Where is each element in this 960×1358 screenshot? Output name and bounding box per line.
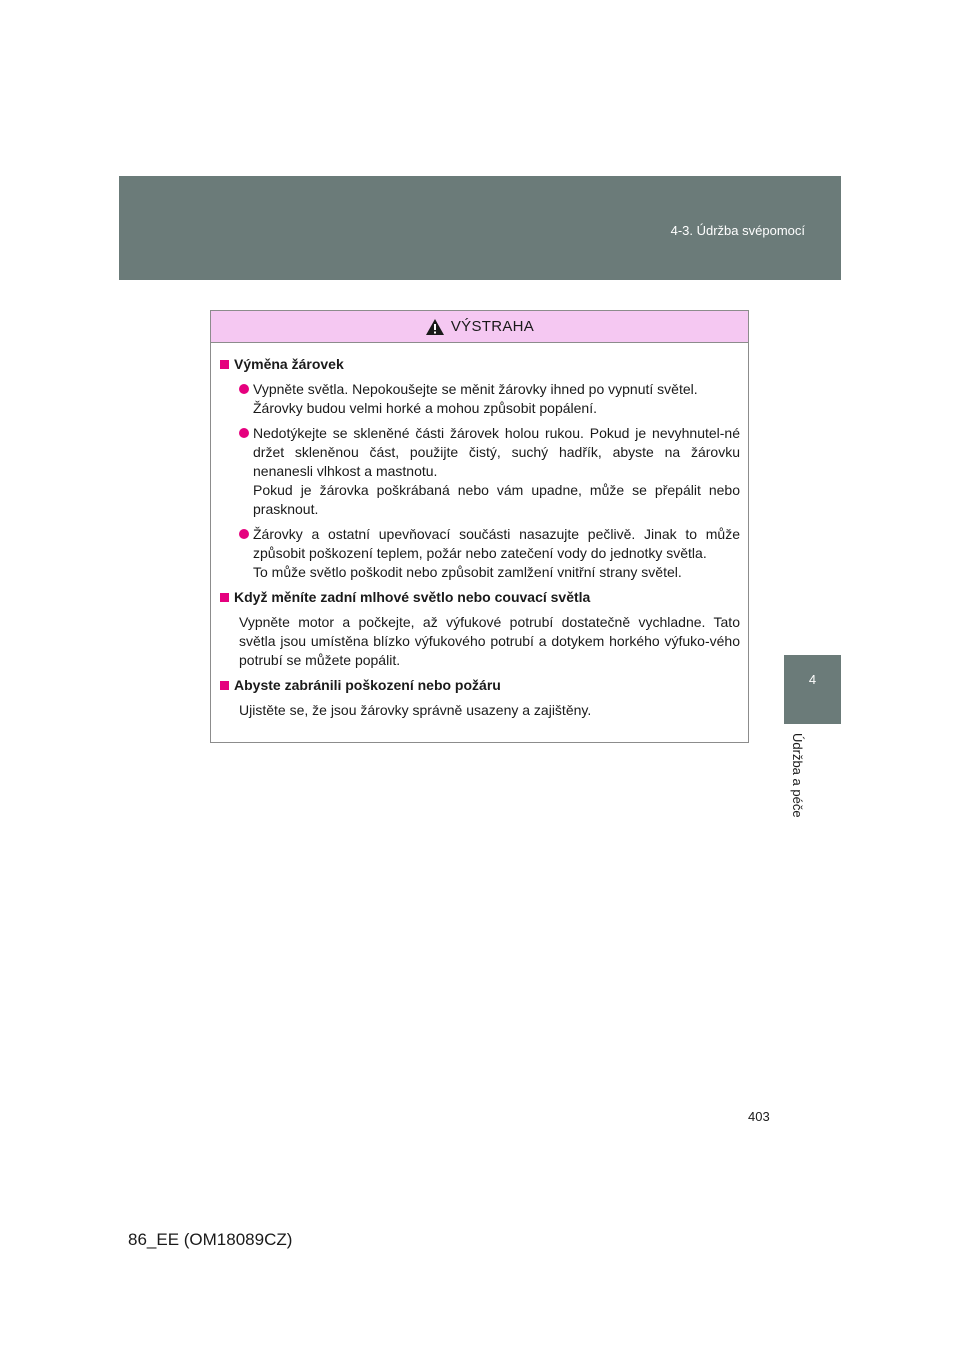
section-heading — [220, 588, 740, 607]
warning-header — [211, 311, 748, 343]
list-item — [220, 424, 740, 519]
round-bullet-icon — [239, 529, 249, 539]
section-heading-text: Abyste zabránili poškození nebo požáru — [234, 677, 501, 693]
list-item-text: Žárovky a ostatní upevňovací součásti nasazujte pečlivě. Jinak to může způsobit poškození teplem, požár nebo zatečení vody do jednotky světla. — [253, 526, 740, 561]
chapter-tab — [784, 655, 841, 724]
chapter-side-label: Údržba a péče — [790, 733, 805, 818]
warning-triangle-icon — [425, 318, 445, 336]
list-item-text: Žárovky budou velmi horké a mohou způsobit popálení. — [253, 400, 597, 416]
list-item — [220, 525, 740, 582]
paragraph-text: Ujistěte se, že jsou žárovky správně usazeny a zajištěny. — [239, 702, 592, 718]
list-item — [220, 380, 740, 418]
list-item-text: Vypněte světla. Nepokoušejte se měnit žárovky ihned po vypnutí světel. — [253, 381, 698, 397]
round-bullet-icon — [239, 428, 249, 438]
header-band — [119, 176, 841, 280]
section-heading-text: Když měníte zadní mlhové světlo nebo couvací světla — [234, 589, 591, 605]
warning-body — [211, 343, 748, 720]
list-item-text: Nedotýkejte se skleněné části žárovek holou rukou. Pokud je nevyhnutel-né držet skleněnou část, použijte čistý, suchý hadřík, abyste na žárovku nenanesli vlhkost a mastnotu. — [253, 425, 740, 479]
section-paragraph — [220, 613, 740, 670]
section-heading — [220, 355, 740, 374]
paragraph-text: Vypněte motor a počkejte, až výfukové potrubí dostatečně vychladne. Tato světla jsou umístěna blízko výfukového potrubí a dotykem horkého výfuko-vého potrubí se můžete popálit. — [239, 614, 740, 668]
section-paragraph — [220, 701, 740, 720]
warning-box — [210, 310, 749, 743]
section-heading — [220, 676, 740, 695]
chapter-number: 4 — [808, 672, 817, 687]
document-code: 86_EE (OM18089CZ) — [128, 1230, 293, 1249]
square-bullet-icon — [220, 360, 229, 369]
page-number: 403 — [748, 1109, 770, 1124]
square-bullet-icon — [220, 593, 229, 602]
section-title: 4-3. Údržba svépomocí — [670, 223, 805, 238]
square-bullet-icon — [220, 681, 229, 690]
list-item-text: Pokud je žárovka poškrábaná nebo vám upadne, může se přepálit nebo prasknout. — [253, 482, 740, 517]
warning-title: VÝSTRAHA — [450, 318, 535, 335]
section-heading-text: Výměna žárovek — [234, 356, 344, 372]
list-item-text: To může světlo poškodit nebo způsobit zamlžení vnitřní strany světel. — [253, 564, 682, 580]
round-bullet-icon — [239, 384, 249, 394]
